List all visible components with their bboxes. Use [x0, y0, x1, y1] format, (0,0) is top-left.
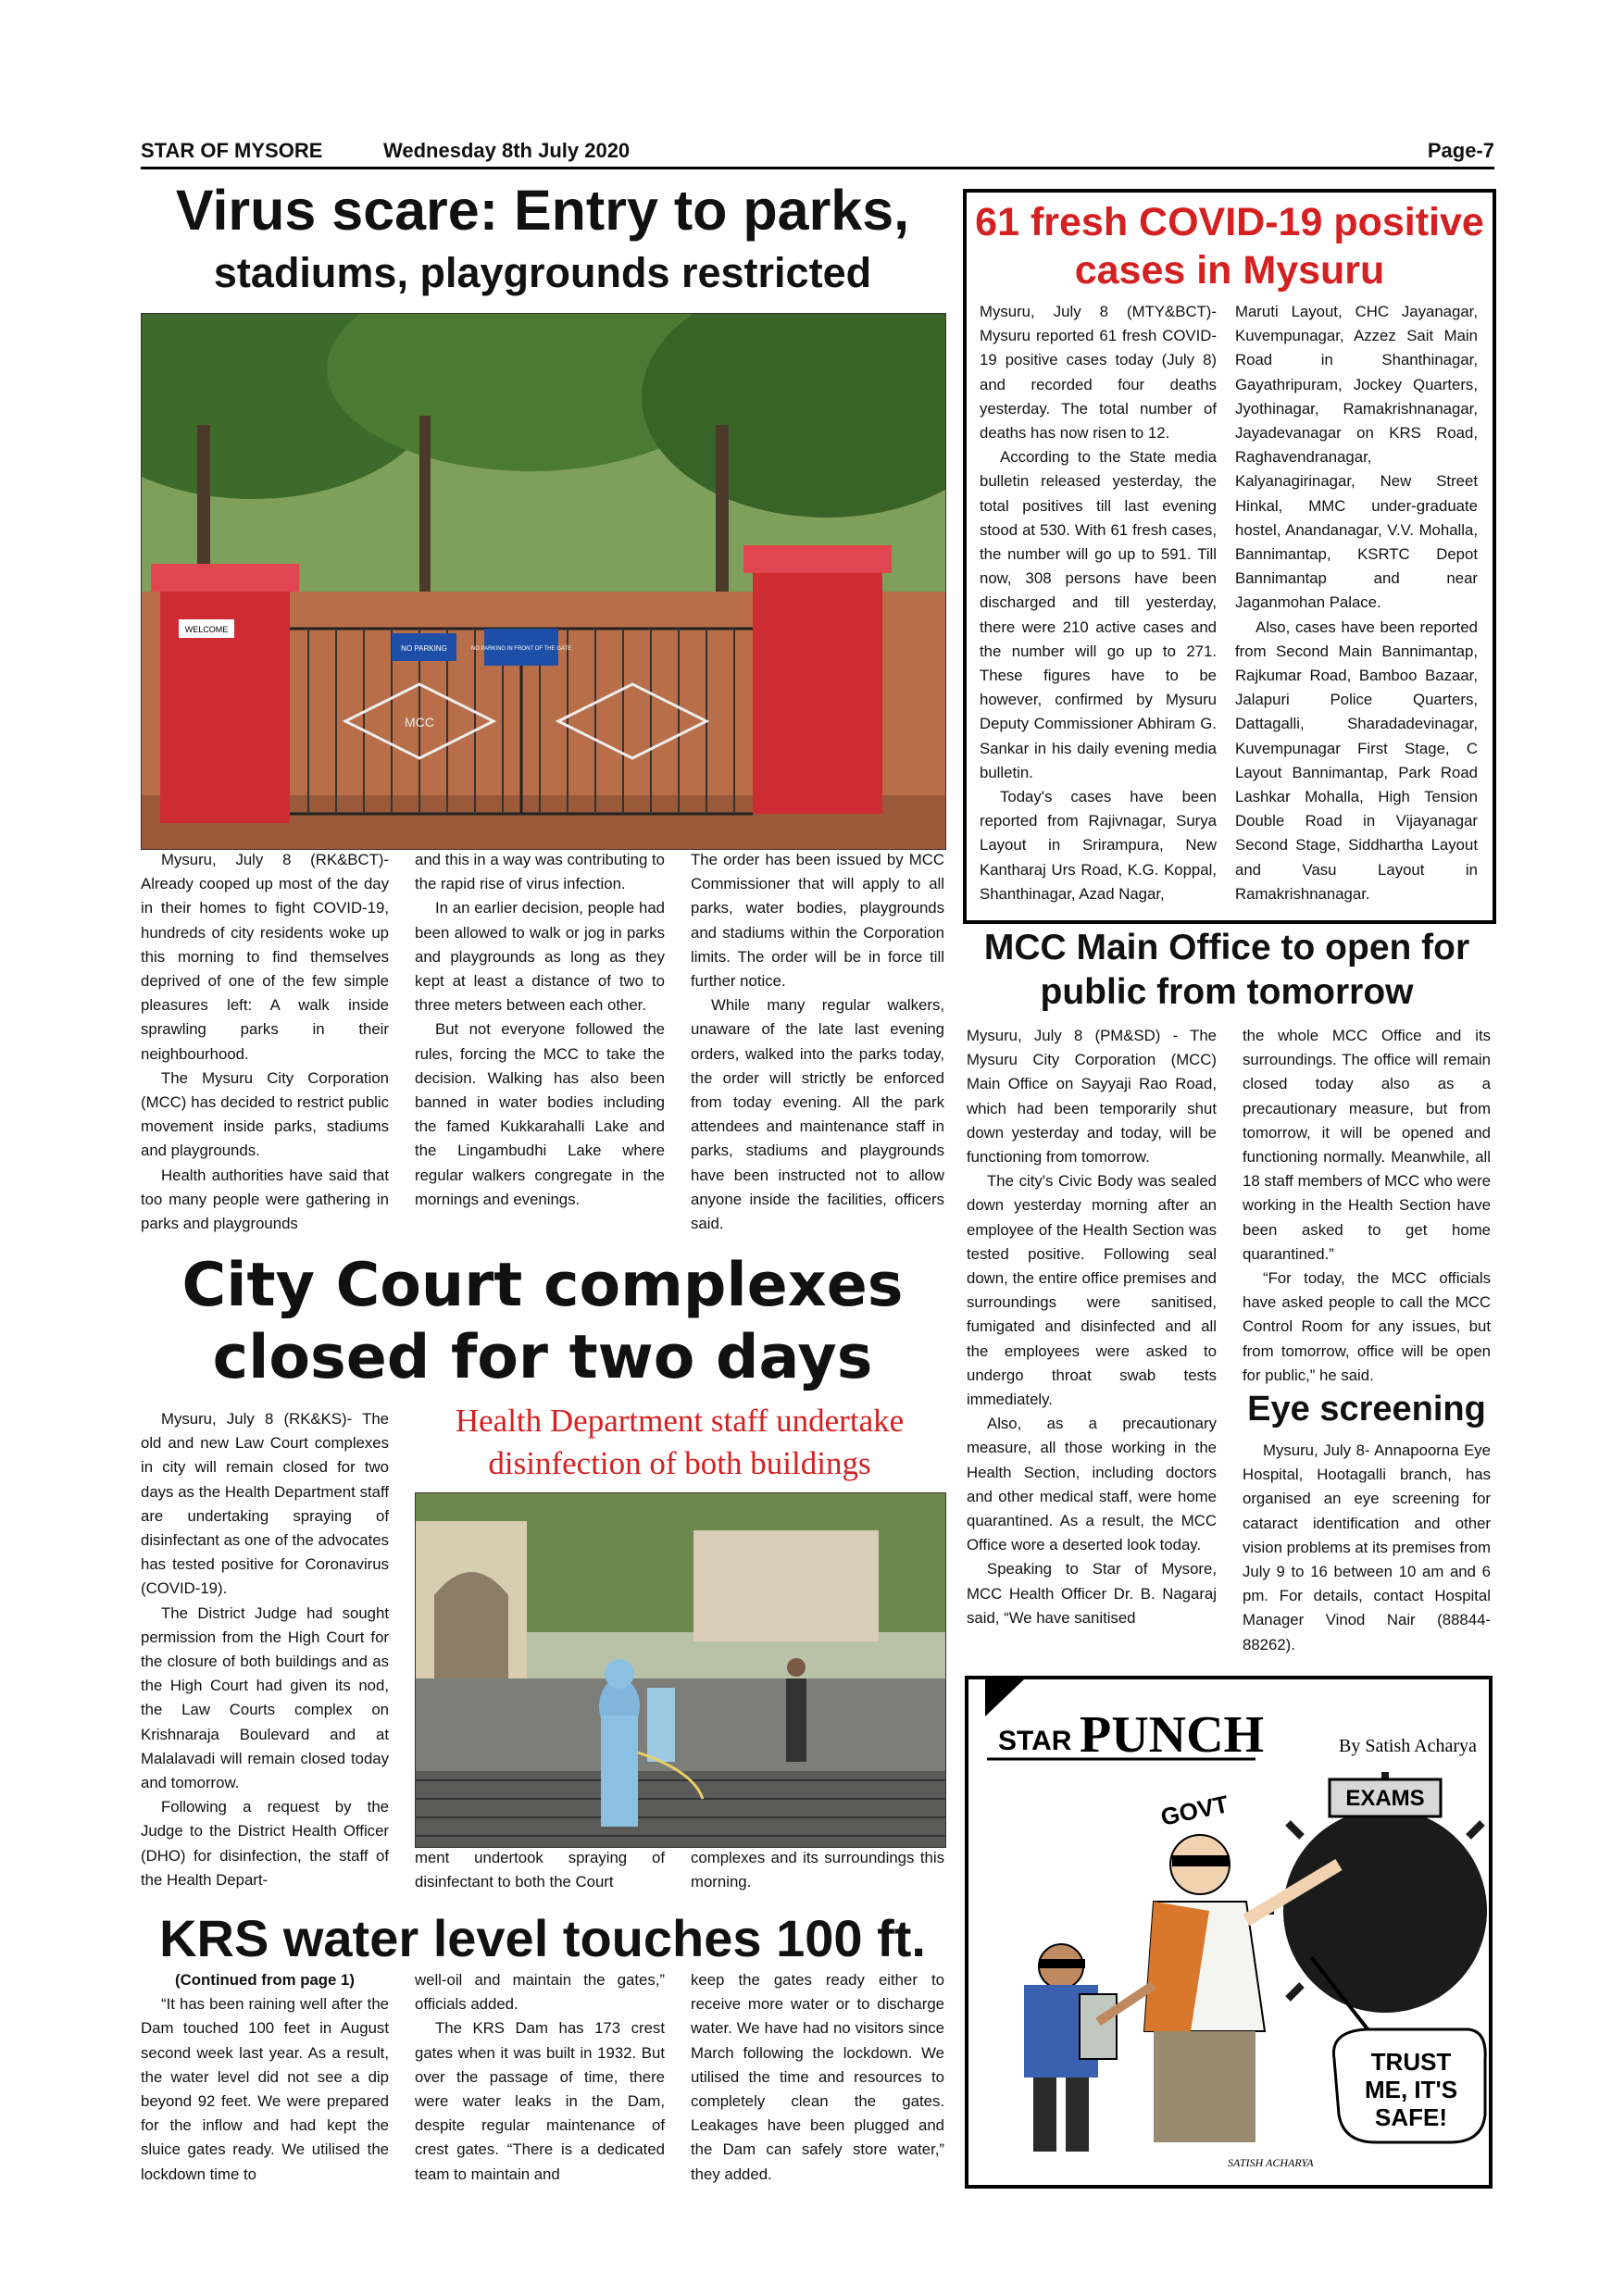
covid-cases-box: [963, 189, 1496, 924]
covid-cases-column-1: Mysuru, July 8 (MTY&BCT)- Mysuru reported 61 fresh COVID-19 positive cases today (July 8) and recorded four deaths yesterday. The total number of deaths has now risen to 12. According to the State media bulletin released yesterday, the total positives till last evening stood at 530. With 61 fresh cases, the number will go up to 591. Till now, 308 persons have been discharged and till yesterday, there were 210 active cases and the number will go up to 271. These figures have to be however, confirmed by Mysuru Deputy Commissioner Abhiram G. Sankar in his daily evening media bulletin. Today's cases have been reported from Rajivnagar, Surya Layout in Srirampura, New Kantharaj Urs Road, K.G. Koppal, Shanthinagar, Azad Nagar,: [980, 303, 1217, 903]
court-disinfection-photo: [415, 1492, 946, 1848]
court-disinfection-illustration: [416, 1493, 945, 1847]
cartoon-label-exams: EXAMS: [1345, 1786, 1425, 1811]
cartoon-label-govt: GOVT: [1158, 1790, 1231, 1831]
continued-note: (Continued from page 1): [175, 1971, 355, 1989]
paper-name: STAR OF MYSORE: [141, 139, 323, 162]
krs-column-3: keep the gates ready either to receive more water or to discharge water. We have had no visitors since March following the lockdown. We utilised the time and resources to completely clean the gates. Leakages have been plugged and the Dam can safely store water,” they added.: [691, 1971, 944, 2183]
parks-subheadline: stadiums, playgrounds restricted: [213, 249, 872, 296]
krs-column-1: (Continued from page 1) “It has been raining well after the Dam touched 100 feet in August second week last year. As a result, the water level did not see a dip beyond 92 feet. We were prepared for the inflow and had kept the sluice gates ready. We utilised the lockdown time to: [141, 1968, 389, 2187]
court-headline-1: City Court complexes: [181, 1251, 904, 1320]
issue-date: Wednesday 8th July 2020: [383, 139, 631, 162]
gate-text: MCC: [405, 715, 434, 730]
covid-cases-headline-1: 61 fresh COVID-19 positive: [975, 200, 1484, 244]
masthead: [141, 139, 1494, 169]
page-number: Page-7: [1427, 139, 1494, 162]
cartoonist-signature: SATISH ACHARYA: [1228, 2156, 1314, 2169]
court-column-2: ment undertook spraying of disinfectant to both the Court: [415, 1849, 665, 1891]
covid-cases-column-2: Maruti Layout, CHC Jayanagar, Kuvempunagar, Azzez Sait Main Road in Shanthinagar, Gayathripuram, Jockey Quarters, Jyothinagar, Ramakrishnanagar, Jayadevanagar on KRS Road, Raghavendranagar, Kalyanagirinagar, New Street Hinkal, MMC under-graduate hostel, Anandanagar, V.V. Mohalla, Bannimantap, KSRTC Depot Bannimantap and near Jaganmohan Palace. Also, cases have been reported from Second Main Bannimantap, Rajkumar Road, Bamboo Bazaar, Jalapuri Police Quarters, Dattagalli, Sharadadevinagar, Kuvempunagar First Stage, C Layout Bannimantap, Park Road Lashkar Mohalla, High Tension Double Road in Vijayanagar Second Stage, Siddhartha Layout and Vasu Layout in Ramakrishnanagar.: [1235, 303, 1478, 903]
court-headline-2: closed for two days: [212, 1323, 873, 1392]
speech-bubble-line-2: ME, IT'S: [1364, 2076, 1458, 2103]
krs-column-2: well-oil and maintain the gates,” officials added. The KRS Dam has 173 crest gates when it was built in 1932. But over the passage of time, there were water leaks in the Dam, despite regular maintenance of crest gates. “There is a dedicated team to maintain and: [415, 1971, 665, 2183]
parks-column-3: The order has been issued by MCC Commissioner that will apply to all parks, water bodies, playgrounds and stadiums within the Corporation limits. The order will be in force till further notice. While many regular walkers, unaware of the late last evening orders, walked into the parks today, the order will strictly be enforced from today evening. All the park attendees and maintenance staff in parks, stadiums and playgrounds have been instructed not to allow anyone inside the facilities, officers said.: [691, 851, 944, 1233]
eye-screening-column: Mysuru, July 8- Annapoorna Eye Hospital, Hootagalli branch, has organised an eye screening for cataract identification and other vision problems at its premises from July 9 to 16 between 10 am and 6 pm. For details, contact Hospital Manager Vinod Nair (88844-88262).: [1243, 1441, 1491, 1653]
parks-headline: Virus scare: Entry to parks,: [175, 179, 910, 242]
parks-column-1: Mysuru, July 8 (RK&BCT)- Already cooped up most of the day in their homes to fight COVID-19, hundreds of city residents woke up this morning to find themselves deprived of one of the few simple pleasures left: A walk inside sprawling parks in their neighbourhood. The Mysuru City Corporation (MCC) has decided to restrict public movement inside parks, stadiums and playgrounds. Health authorities have said that too many people were gathering in parks and playgrounds: [141, 851, 389, 1233]
court-photo-caption-1: Health Department staff undertake: [455, 1403, 905, 1439]
cartoon-title-punch: PUNCH: [1080, 1706, 1265, 1764]
cartoon-illustration: [968, 1679, 1489, 2185]
court-photo-caption-2: disinfection of both buildings: [488, 1445, 871, 1481]
cartoon-title-star: STAR: [998, 1726, 1072, 1756]
mcc-office-headline-1: MCC Main Office to open for: [983, 928, 1470, 967]
park-gate-illustration: [142, 314, 945, 849]
park-gate-photo: [141, 313, 946, 850]
speech-bubble-line-3: SAFE!: [1375, 2103, 1447, 2131]
mcc-office-headline-2: public from tomorrow: [1040, 972, 1414, 1012]
krs-headline: KRS water level touches 100 ft.: [159, 1909, 926, 1967]
sign2-text: NO PARKING IN FRONT OF THE GATE: [470, 646, 572, 652]
parks-column-2: and this in a way was contributing to the rapid rise of virus infection. In an earlier decision, people had been allowed to walk or jog in parks and playgrounds as long as they kept at least a distance of two to three meters between each other. But not everyone followed the rules, forcing the MCC to take the decision. Walking has also been banned in water bodies including the famed Kukkarahalli Lake and the Lingambudhi Lake where regular walkers congregate in the mornings and evenings.: [415, 851, 665, 1208]
court-column-3: complexes and its surroundings this morning.: [691, 1849, 944, 1891]
mcc-office-column-1: Mysuru, July 8 (PM&SD) - The Mysuru City Corporation (MCC) Main Office on Sayyaji Rao Road, which had been temporarily shut down yesterday and today, will be functioning from tomorrow. The city's Civic Body was sealed down yesterday morning after an employee of the Health Section was tested positive. Following seal down, the entire office premises and surroundings were sanitised, fumigated and disinfected and all the employees were asked to undergo throat swab tests immediately. Also, as a precautionary measure, all those working in the Health Section, including doctors and other medical staff, were home quarantined. As a result, the MCC Office wore a deserted look today. Speaking to Star of Mysore, MCC Health Officer Dr. B. Nagaraj said, “We have sanitised: [967, 1027, 1217, 1627]
court-column-1: Mysuru, July 8 (RK&KS)- The old and new Law Court complexes in city will remain closed for two days as the Health Department staff are undertaking spraying of disinfectant as one of the advocates has tested positive for Coronavirus (COVID-19). The District Judge had sought permission from the High Court for the closure of both buildings and as the High Court had given its nod, the Law Courts complex on Krishnaraja Boulevard and at Malalavadi will remain closed today and tomorrow. Following a request by the Judge to the District Health Officer (DHO) for disinfection, the staff of the Health Depart-: [141, 1410, 389, 1889]
star-punch-cartoon: [965, 1676, 1493, 2189]
covid-cases-headline-2: cases in Mysuru: [1074, 248, 1385, 293]
cartoon-byline: By Satish Acharya: [1339, 1736, 1477, 1756]
eye-screening-headline: Eye screening: [1247, 1390, 1486, 1429]
speech-bubble-line-1: TRUST: [1370, 2048, 1452, 2076]
mcc-office-column-2: the whole MCC Office and its surroundings. The office will remain closed today also as a precautionary measure, but from tomorrow, it will be opened and functioning normally. Meanwhile, all 18 staff members of MCC who were working in the Health Section have been asked to get home quarantined.” “For today, the MCC officials have asked people to call the MCC Control Room for any issues, but from tomorrow, office will be open for public,” he said.: [1243, 1027, 1491, 1384]
pillar-sign-text: WELCOME: [184, 625, 229, 634]
sign1-text: NO PARKING: [401, 644, 447, 653]
